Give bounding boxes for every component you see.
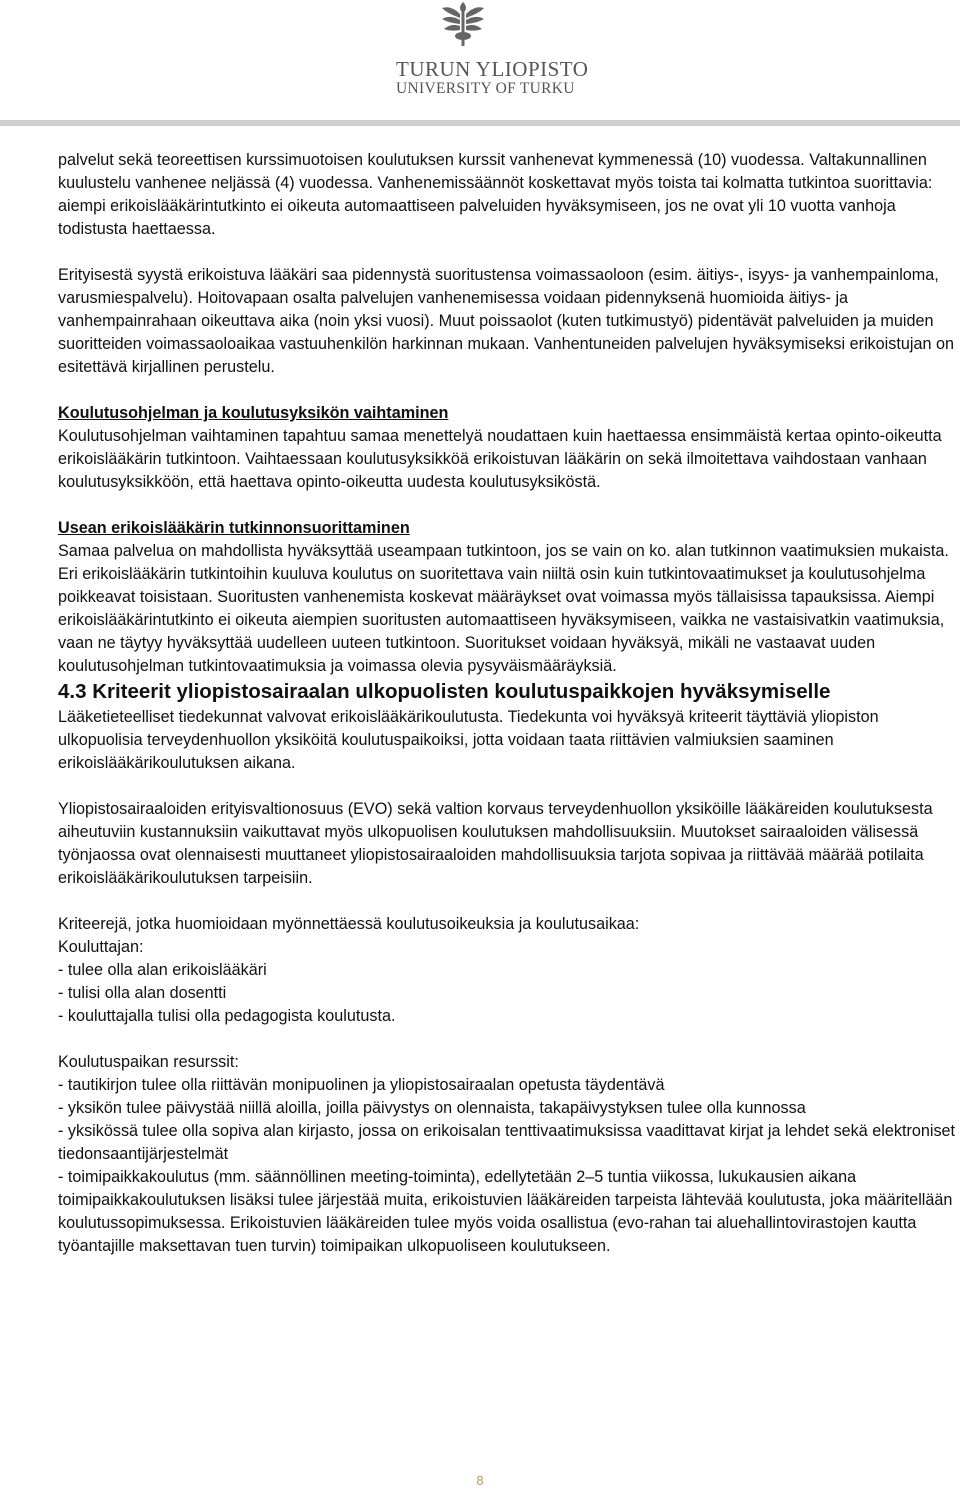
heading-program-change: Koulutusohjelman ja koulutusyksikön vaihtaminen <box>58 404 449 422</box>
list-item: - tautikirjon tulee olla riittävän monipuolinen ja yliopistosairaalan opetusta täydentävä <box>58 1076 665 1094</box>
resources-label: Koulutuspaikan resurssit: <box>58 1053 239 1071</box>
paragraph-validity: palvelut sekä teoreettisen kurssimuotoisen koulutuksen kurssit vanhenevat kymmenessä (10) vuodessa. Valtakunnallinen kuulustelu vanhenee neljässä (4) vuodessa. Vanhenemissäännöt koskettavat myös toista tai kolmatta tutkintoa suorittavia: aiempi erikoislääkärintutkinto ei oikeuta automaattiseen palveluiden hyväksymiseen, jos ne ovat yli 10 vuotta vanhoja todistusta haettaessa. <box>58 151 933 238</box>
paragraph-multiple-degrees: Samaa palvelua on mahdollista hyväksyttää useampaan tutkintoon, jos se vain on ko. alan tutkinnon vaatimuksien mukaista. Eri erikoislääkärin tutkintoihin kuuluva koulutus on suoritettava vain niiltä osin kuin tutkintovaatimukset ja koulutusohjelma poikkeavat toisistaan. Suoritusten vanhenemista koskevat määräykset ovat voimassa myös tällaisissa tapauksissa. Aiempi erikoislääkärintutkinto ei oikeuta aiempien suoritusten automaattiseen hyväksymiseen, vaikka ne vastaisivatkin vaatimuksia, vaan ne täytyy hyväksyttää uudelleen uuteen tutkintoon. Suoritukset voidaan hyväksyä, mikäli ne vastaavat uuden koulutusohjelman tutkintovaatimuksia ja voimassa olevia pysyväismääräyksiä. <box>58 542 949 675</box>
torch-emblem-icon <box>440 0 486 48</box>
heading-multiple-degrees: Usean erikoislääkärin tutkinnonsuorittaminen <box>58 519 410 537</box>
list-item: - tulisi olla alan dosentti <box>58 984 227 1002</box>
page-number: 8 <box>476 1473 484 1488</box>
header-divider <box>0 120 960 126</box>
paragraph-supervision: Lääketieteelliset tiedekunnat valvovat erikoislääkärikoulutusta. Tiedekunta voi hyväksyä kriteerit täyttäviä yliopiston ulkopuolisia terveydenhuollon yksiköitä koulutuspaikoiksi, jotta voidaan taata riittävien valmiuksien saaminen erikoislääkärikoulutuksen aikana. <box>58 708 879 772</box>
trainer-label: Kouluttajan: <box>58 938 144 956</box>
paragraph-evo: Yliopistosairaaloiden erityisvaltionosuus (EVO) sekä valtion korvaus terveydenhuollon yksiköille lääkäreiden koulutuksesta aiheutuviin kustannuksiin vaikuttavat myös ulkopuolisen koulutuksen mahdollisuuksiin. Muutokset sairaaloiden välisessä työnjaossa ovat olennaisesti muuttaneet yliopistosairaaloiden mahdollisuuksia tarjota sopivaa ja riittävää määrää potilaita erikoislääkärikoulutuksen tarpeisiin. <box>58 800 933 887</box>
list-item: - yksikön tulee päivystää niillä aloilla, joilla päivystys on olennaista, takapäivystyksen tulee olla kunnossa <box>58 1099 806 1117</box>
paragraph-program-change: Koulutusohjelman vaihtaminen tapahtuu samaa menettelyä noudattaen kuin haettaessa ensimmäistä kertaa opinto-oikeutta erikoislääkärin tutkintoon. Vaihtaessaan koulutusyksikköä erikoistuvan lääkärin on sekä ilmoitettava vaihdostaan vanhaan koulutusyksikköön, että haettava opinto-oikeutta uudesta koulutusyksiköstä. <box>58 427 942 491</box>
section-title: 4.3 Kriteerit yliopistosairaalan ulkopuolisten koulutuspaikkojen hyväksymiselle <box>58 680 831 703</box>
list-item: - kouluttajalla tulisi olla pedagogista koulutusta. <box>58 1007 396 1025</box>
document-body <box>58 149 958 1258</box>
paragraph-extension: Erityisestä syystä erikoistuva lääkäri saa pidennystä suoritustensa voimassaoloon (esim. äitiys-, isyys- ja vanhempainloma, varusmiespalvelu). Hoitovapaan osalta palvelujen vanhenemisessa voidaan pidennyksenä huomioida äitiys- ja vanhempainrahaan oikeuttava aika (noin yksi vuosi). Muut poissaolot (kuten tutkimustyö) pidentävät palveluiden ja muiden suoritteiden voimassaoloaikaa vastuuhenkilön harkinnan mukaan. Vanhentuneiden palvelujen hyväksymiseksi erikoistujan on esitettävä kirjallinen perustelu. <box>58 266 954 376</box>
university-logo <box>396 0 589 126</box>
list-item: - tulee olla alan erikoislääkäri <box>58 961 267 979</box>
list-item: - yksikössä tulee olla sopiva alan kirjasto, jossa on erikoisalan tenttivaatimuksissa vaadittavat kirjat ja lehdet sekä elektroniset tiedonsaantijärjestelmät <box>58 1122 956 1163</box>
logo-title-fi: TURUN YLIOPISTO <box>396 57 589 81</box>
criteria-intro: Kriteerejä, jotka huomioidaan myönnettäessä koulutusoikeuksia ja koulutusaikaa: <box>58 915 640 933</box>
list-item: - toimipaikkakoulutus (mm. säännöllinen meeting-toiminta), edellytetään 2–5 tuntia viikossa, lukukausien aikana toimipaikkakoulutuksen lisäksi tulee järjestää muita, erikoistuvien lääkäreiden tarpeista lähtevää koulutusta, joka määritellään koulutussopimuksessa. Erikoistuvien lääkäreiden tulee myös voida osallistua (evo-rahan tai aluehallintovirastojen kautta työantajille maksettavan tuen turvin) toimipaikan ulkopuoliseen koulutukseen. <box>58 1168 953 1255</box>
logo-title-en: UNIVERSITY OF TURKU <box>396 80 575 97</box>
